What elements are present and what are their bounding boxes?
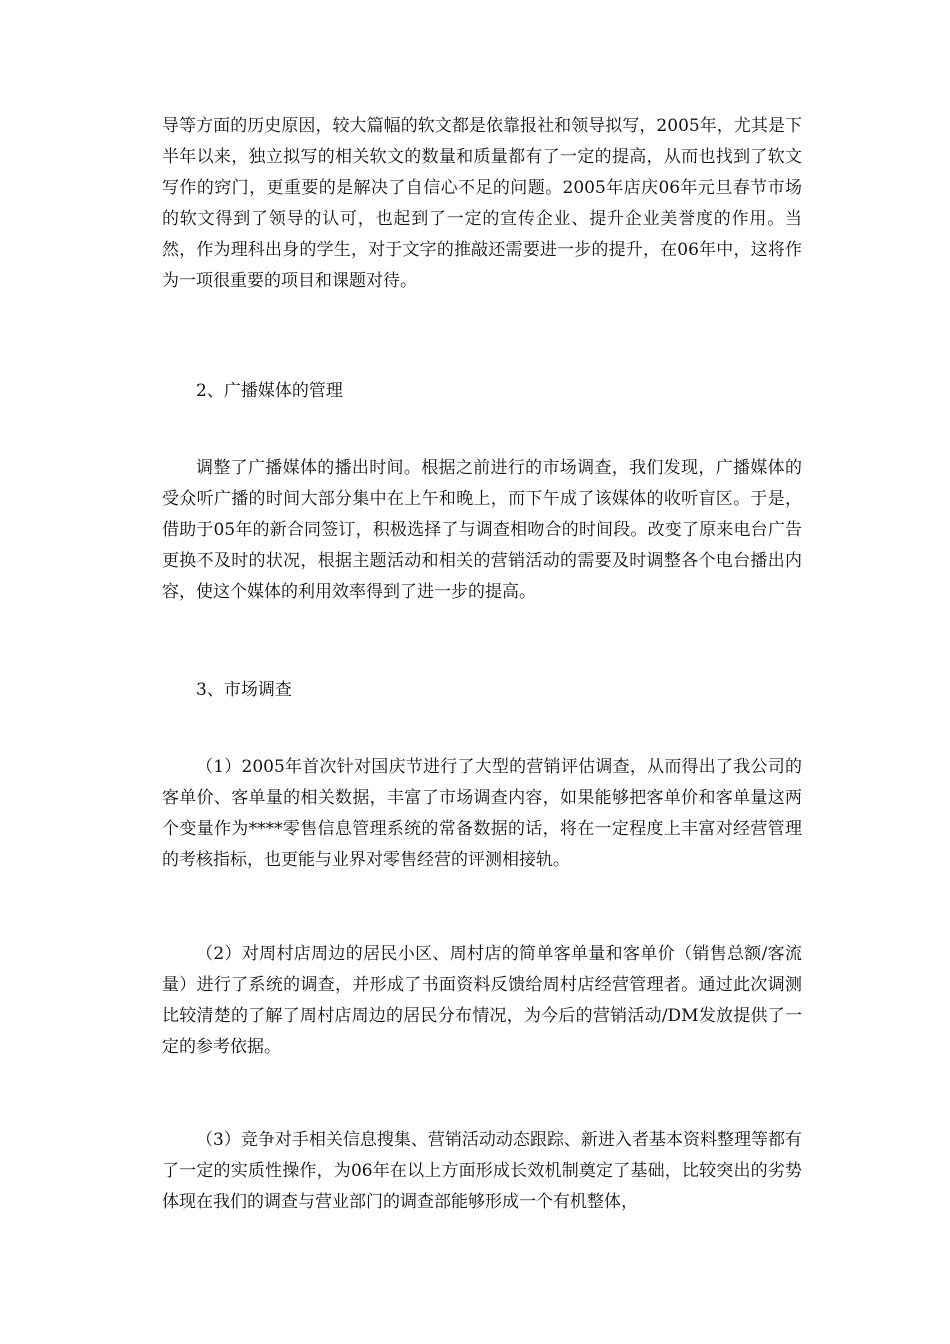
section-heading-broadcast-media: 2、广播媒体的管理 — [196, 381, 343, 401]
paragraph-survey-item-2: （2）对周村店周边的居民小区、周村店的简单客单量和客单价（销售总额/客流量）进行了系统的调查，并形成了书面资料反馈给周村店经营管理者。通过此次调测比较清楚的了解了周村店周边的居民分布情况，为今后的营销活动/DM发放提供了一定的参考依据。 — [162, 944, 802, 1057]
paragraph-survey-item-1: （1）2005年首次针对国庆节进行了大型的营销评估调查，从而得出了我公司的客单价、客单量的相关数据，丰富了市场调查内容，如果能够把客单价和客单量这两个变量作为****零售信息管理系统的常备数据的话，将在一定程度上丰富对经营管理的考核指标，也更能与业界对零售经营的评测相接轨。 — [162, 757, 802, 870]
paragraph-broadcast-media: 调整了广播媒体的播出时间。根据之前进行的市场调查，我们发现，广播媒体的受众听广播的时间大部分集中在上午和晚上，而下午成了该媒体的收听盲区。于是，借助于05年的新合同签订，积极选择了与调查相吻合的时间段。改变了原来电台广告更换不及时的状况，根据主题活动和相关的营销活动的需要及时调整各个电台播出内容，使这个媒体的利用效率得到了进一步的提高。 — [162, 458, 802, 602]
paragraph-soft-article: 导等方面的历史原因，较大篇幅的软文都是依靠报社和领导拟写，2005年，尤其是下半年以来，独立拟写的相关软文的数量和质量都有了一定的提高，从而也找到了软文写作的窍门，更重要的是解决了自信心不足的问题。2005年店庆06年元旦春节市场的软文得到了领导的认可，也起到了一定的宣传企业、提升企业美誉度的作用。当然，作为理科出身的学生，对于文字的推敲还需要进一步的提升，在06年中，这将作为一项很重要的项目和课题对待。 — [162, 116, 802, 291]
paragraph-survey-item-3: （3）竞争对手相关信息搜集、营销活动动态跟踪、新进入者基本资料整理等都有了一定的实质性操作，为06年在以上方面形成长效机制奠定了基础，比较突出的劣势体现在我们的调查与营业部门的调查部能够形成一个有机整体， — [162, 1130, 802, 1212]
section-heading-market-survey: 3、市场调查 — [196, 680, 292, 700]
